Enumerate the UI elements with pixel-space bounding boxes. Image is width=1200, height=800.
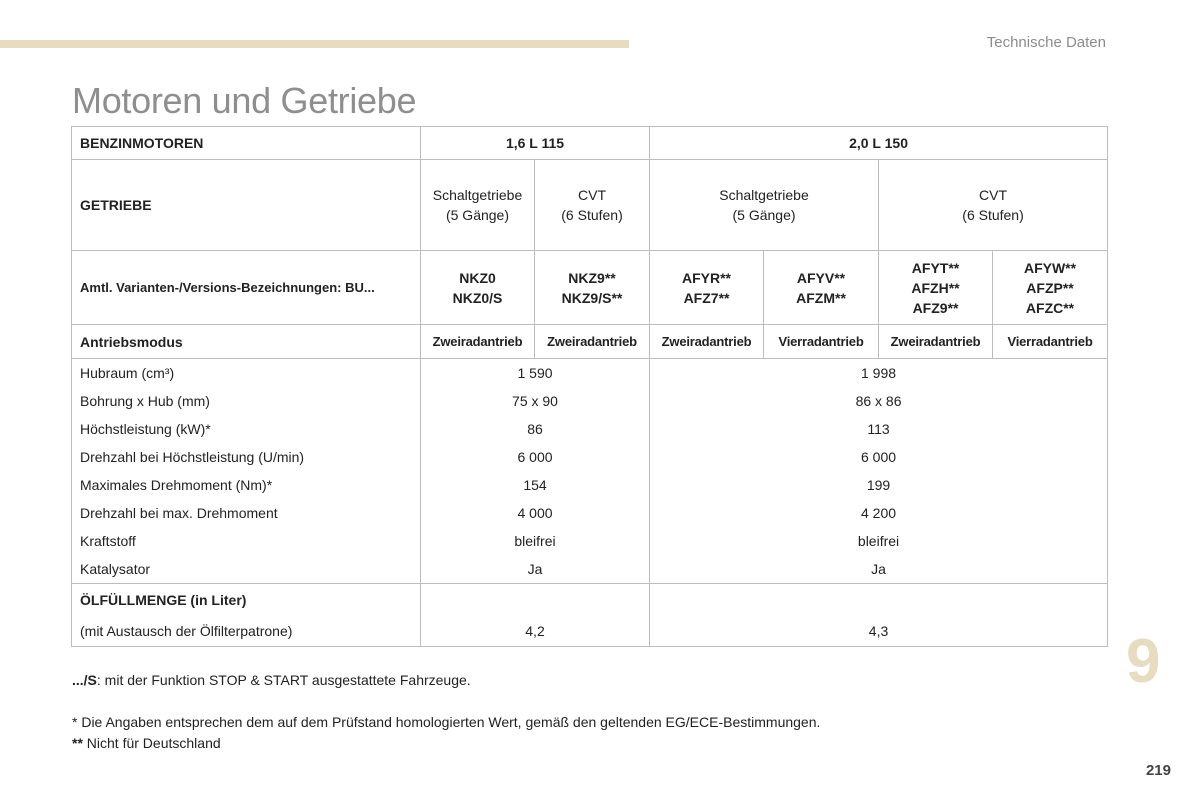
oil-value-a: 4,2 <box>421 616 650 647</box>
row-label: Maximales Drehmoment (Nm)* <box>72 471 421 499</box>
row-label: Drehzahl bei max. Drehmoment <box>72 499 421 527</box>
value-engine-a: 6 000 <box>421 443 650 471</box>
variant-cell: AFYT** AFZH** AFZ9** <box>879 251 993 325</box>
drive-cell: Zweiradantrieb <box>421 325 535 359</box>
table-row <box>72 443 1108 471</box>
value-engine-a: 75 x 90 <box>421 387 650 415</box>
row-label: Katalysator <box>72 555 421 584</box>
row-sublabel-oil: (mit Austausch der Ölfilterpatrone) <box>72 616 421 647</box>
footnote-homologation: * Die Angaben entsprechen dem auf dem Prüfstand homologierten Wert, gemäß den geltenden EG/ECE-Bestimmungen. <box>72 714 821 730</box>
drive-cell: Vierradantrieb <box>764 325 879 359</box>
value-engine-b: 86 x 86 <box>650 387 1108 415</box>
value-engine-b: 4 200 <box>650 499 1108 527</box>
drive-cell: Zweiradantrieb <box>535 325 650 359</box>
footnote-not-germany: ** Nicht für Deutschland <box>72 735 221 751</box>
page-number: 219 <box>1145 762 1171 779</box>
row-label-oil: ÖLFÜLLMENGE (in Liter) <box>72 584 421 617</box>
row-label: Höchstleistung (kW)* <box>72 415 421 443</box>
value-engine-b: 6 000 <box>650 443 1108 471</box>
oil-value-b: 4,3 <box>650 616 1108 647</box>
variant-cell: AFYV** AFZM** <box>764 251 879 325</box>
row-label: Drehzahl bei Höchstleistung (U/min) <box>72 443 421 471</box>
engine-a-header: 1,6 L 115 <box>421 127 650 160</box>
table-row-engine <box>72 127 1108 160</box>
page-title: Motoren und Getriebe <box>72 80 417 121</box>
table-row <box>72 415 1108 443</box>
variant-cell: NKZ9** NKZ9/S** <box>535 251 650 325</box>
footnote-stop-start: .../S: mit der Funktion STOP & START ausgestattete Fahrzeuge. <box>72 672 471 688</box>
table-row <box>72 527 1108 555</box>
value-engine-b: 113 <box>650 415 1108 443</box>
row-label-drive: Antriebsmodus <box>72 325 421 359</box>
row-label-gearbox: GETRIEBE <box>72 160 421 251</box>
drive-cell: Vierradantrieb <box>993 325 1108 359</box>
drive-cell: Zweiradantrieb <box>879 325 993 359</box>
table-row-variant <box>72 251 1108 325</box>
value-engine-a: 1 590 <box>421 359 650 388</box>
table-row-oil <box>72 584 1108 617</box>
value-engine-b: 1 998 <box>650 359 1108 388</box>
section-label: Technische Daten <box>986 34 1106 51</box>
gearbox-cell: Schaltgetriebe (5 Gänge) <box>421 160 535 251</box>
value-engine-a: Ja <box>421 555 650 584</box>
row-label-engine: BENZINMOTOREN <box>72 127 421 160</box>
chapter-number: 9 <box>1126 627 1161 696</box>
gearbox-cell: CVT (6 Stufen) <box>879 160 1108 251</box>
header-accent-bar <box>0 40 629 48</box>
row-label-variant: Amtl. Varianten-/Versions-Bezeichnungen: BU... <box>72 251 421 325</box>
engine-b-header: 2,0 L 150 <box>650 127 1108 160</box>
table-row <box>72 499 1108 527</box>
gearbox-cell: CVT (6 Stufen) <box>535 160 650 251</box>
drive-cell: Zweiradantrieb <box>650 325 764 359</box>
table-row-drive <box>72 325 1108 359</box>
table-row <box>72 387 1108 415</box>
value-engine-b: Ja <box>650 555 1108 584</box>
row-label: Kraftstoff <box>72 527 421 555</box>
table-row-gearbox <box>72 160 1108 251</box>
value-engine-a: 154 <box>421 471 650 499</box>
gearbox-cell: Schaltgetriebe (5 Gänge) <box>650 160 879 251</box>
table-row-oil-values <box>72 616 1108 647</box>
value-engine-b: 199 <box>650 471 1108 499</box>
oil-empty-b <box>650 584 1108 617</box>
variant-cell: NKZ0 NKZ0/S <box>421 251 535 325</box>
value-engine-a: bleifrei <box>421 527 650 555</box>
table-row <box>72 359 1108 388</box>
oil-empty-a <box>421 584 650 617</box>
value-engine-a: 4 000 <box>421 499 650 527</box>
table-row <box>72 471 1108 499</box>
variant-cell: AFYR** AFZ7** <box>650 251 764 325</box>
variant-cell: AFYW** AFZP** AFZC** <box>993 251 1108 325</box>
row-label: Hubraum (cm³) <box>72 359 421 388</box>
value-engine-b: bleifrei <box>650 527 1108 555</box>
table-row <box>72 555 1108 584</box>
engine-spec-table <box>71 126 1108 647</box>
row-label: Bohrung x Hub (mm) <box>72 387 421 415</box>
value-engine-a: 86 <box>421 415 650 443</box>
